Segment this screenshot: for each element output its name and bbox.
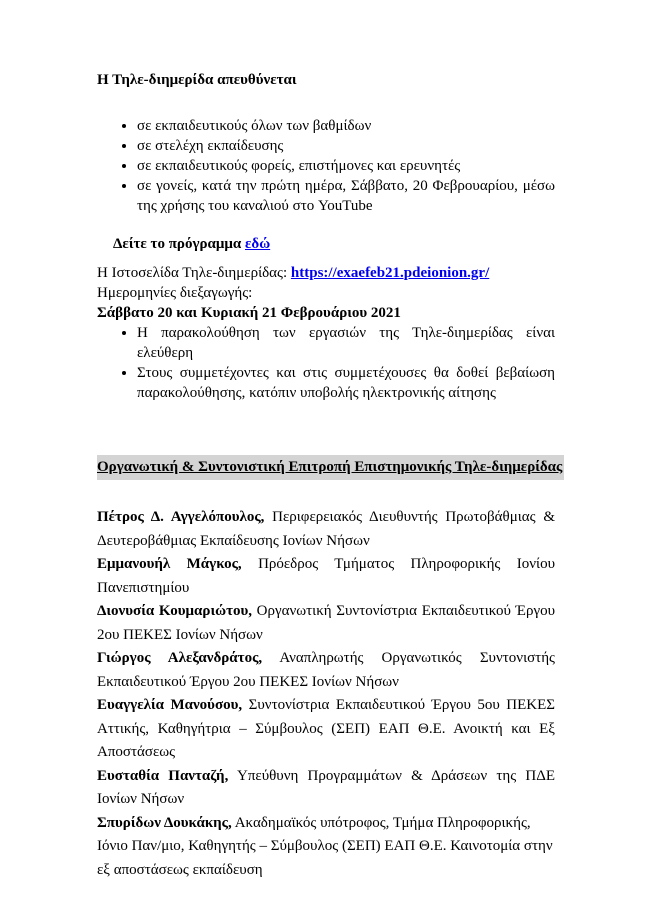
committee-member: [97, 812, 555, 883]
member-name: Ευαγγελία Μανούσου,: [97, 697, 243, 713]
committee-member: [97, 647, 555, 694]
audience-bullet-item: • σε εκπαιδευτικούς φορείς, επιστήμονες και ερευνητές: [137, 156, 555, 176]
committee-heading-row: [97, 455, 563, 480]
intro-heading: Η Τηλε-διημερίδα απευθύνεται: [97, 72, 297, 88]
info-bullet-item: • Η παρακολούθηση των εργασιών της Τηλε-διημερίδας είναι ελεύθερη: [137, 323, 555, 363]
committee-member: [97, 765, 555, 812]
committee-member: [97, 506, 555, 553]
audience-bullet-item: • σε γονείς, κατά την πρώτη ημέρα, Σάββατο, 20 Φεβρουαρίου, μέσω της χρήσης του καναλιού στο YouTube: [137, 176, 555, 216]
member-name: Διονυσία Κουμαριώτου,: [97, 603, 253, 619]
info-bullet-item: • Στους συμμετέχοντες και στις συμμετέχουσες θα δοθεί βεβαίωση παρακολούθησης, κατόπιν υποβολής ηλεκτρονικής αίτησης: [137, 363, 555, 403]
committee-heading: Οργανωτική & Συντονιστική Επιτροπή Επιστημονικής Τηλε-διημερίδας: [97, 455, 564, 480]
member-name: Ευσταθία Πανταζή,: [97, 767, 229, 784]
member-name: Πέτρος Δ. Αγγελόπουλος,: [97, 509, 265, 525]
committee-member: [97, 553, 555, 600]
member-role: Ακαδημαϊκός υπότροφος, Τμήμα Πληροφορικής, Ιόνιο Παν/μιο, Καθηγητής – Σύμβουλος (ΣΕΠ) ΕΑΠ Θ.Ε. Καινοτομία στην εξ αποστάσεως εκπαίδευση: [97, 814, 553, 878]
program-line-text: Δείτε το πρόγραμμα: [113, 236, 242, 252]
committee-member: [97, 694, 555, 765]
info-bullet-list: [97, 323, 555, 403]
member-name: Σπυρίδων Δουκάκης,: [97, 814, 232, 831]
audience-bullet-item: • σε εκπαιδευτικούς όλων των βαθμίδων: [137, 116, 555, 136]
member-role: Αναπληρωτής Οργανωτικός Συντονιστής Εκπαιδευτικού Έργου 2ου ΠΕΚΕΣ Ιονίων Νήσων: [97, 650, 555, 690]
member-role: Υπεύθυνη Προγραμμάτων & Δράσεων της ΠΔΕ Ιονίων Νήσων: [97, 767, 556, 807]
program-line: [97, 234, 555, 254]
member-role: Συντονίστρια Εκπαιδευτικού Έργου 5ου ΠΕΚΕΣ Αττικής, Καθηγήτρια – Σύμβουλος (ΣΕΠ) ΕΑΠ Θ.Ε. Ανοικτή και Εξ Αποστάσεως: [97, 697, 556, 760]
program-here-link[interactable]: εδώ: [245, 236, 271, 252]
committee-member-list: [97, 506, 555, 882]
website-line: [97, 263, 555, 283]
website-url-link[interactable]: https://exaefeb21.pdeionion.gr/: [290, 265, 490, 281]
committee-member: [97, 600, 555, 647]
member-name: Γιώργος Αλεξανδράτος,: [97, 650, 263, 666]
member-role: Περιφερειακός Διευθυντής Πρωτοβάθμιας & Δευτεροβάθμιας Εκπαίδευσης Ιονίων Νήσων: [97, 509, 555, 549]
website-line-label: Η Ιστοσελίδα Τηλε-διημερίδας:: [97, 265, 288, 281]
audience-bullet-list: [97, 116, 555, 216]
audience-bullet-item: • σε στελέχη εκπαίδευσης: [137, 136, 555, 156]
member-role: Οργανωτική Συντονίστρια Εκπαιδευτικού Έργου 2ου ΠΕΚΕΣ Ιονίων Νήσων: [97, 603, 555, 643]
dates-label: Ημερομηνίες διεξαγωγής:: [97, 285, 253, 301]
member-name: Εμμανουήλ Μάγκος,: [97, 556, 242, 572]
member-role: Πρόεδρος Τμήματος Πληροφορικής Ιονίου Πανεπιστημίου: [97, 556, 555, 596]
dates-value: Σάββατο 20 και Κυριακή 21 Φεβρουάριου 2021: [97, 305, 401, 321]
